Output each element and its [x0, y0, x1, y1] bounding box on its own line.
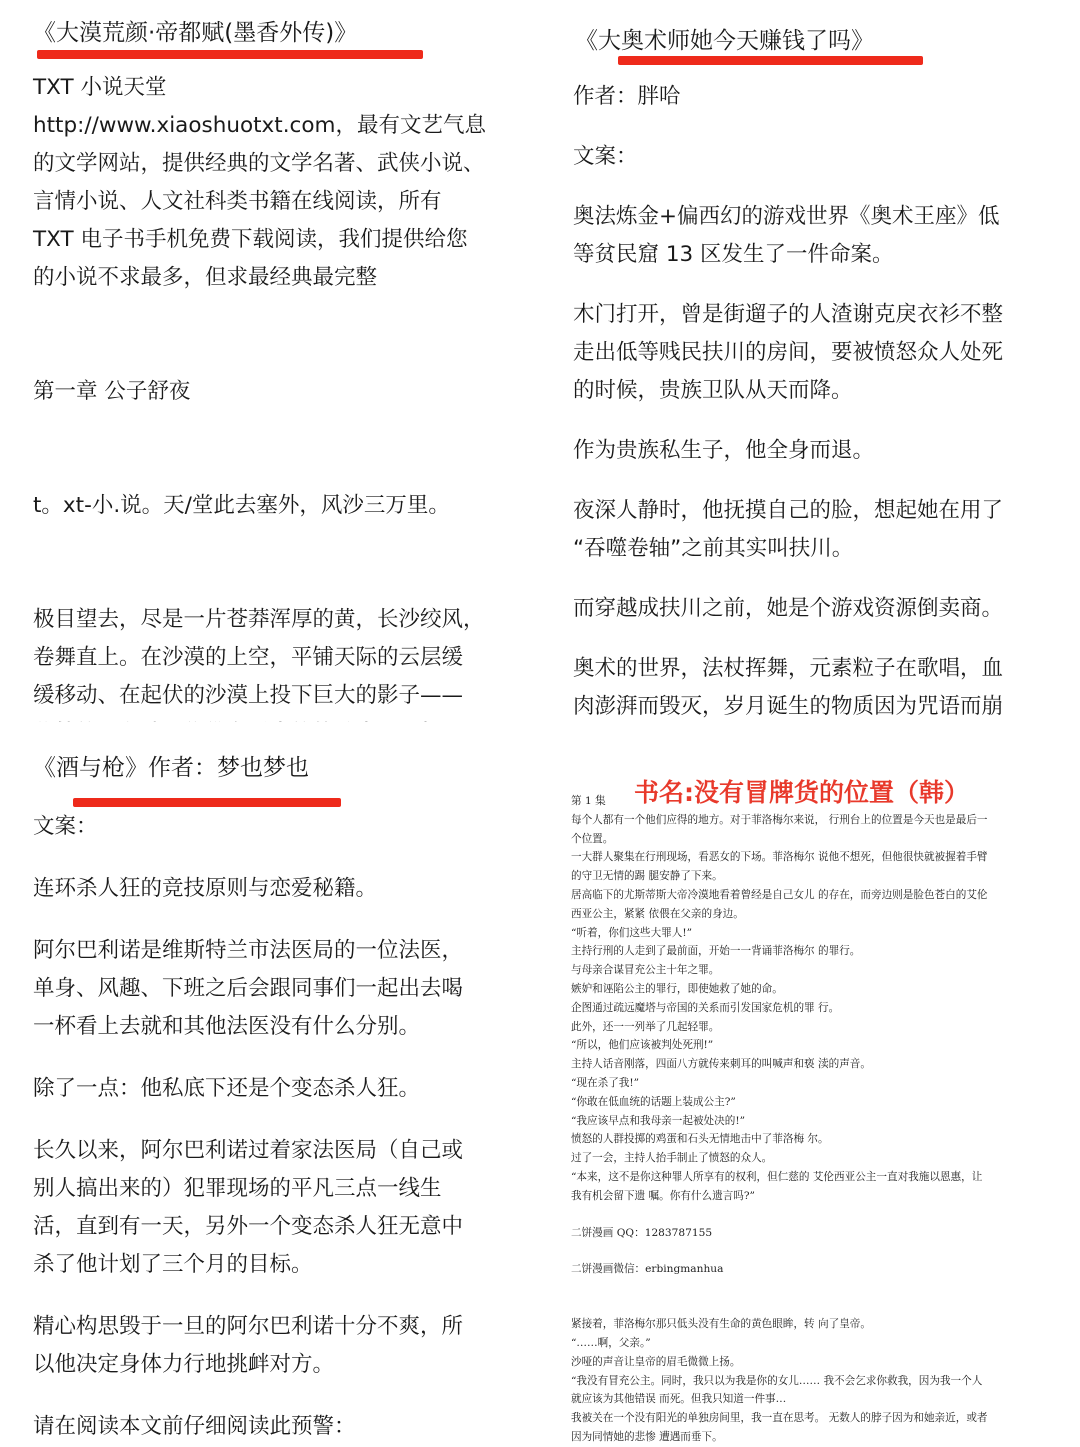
text-line: 我有机会留下遗 嘱。你有什么遗言吗?”: [571, 1189, 755, 1202]
text-line: [33, 449, 513, 487]
excerpt-body: [33, 808, 513, 1440]
text-line: “现在杀了我!”: [571, 1076, 640, 1089]
text-line: “本来，这不是你这种罪人所享有的权利，但仁慈的 艾伦西亚公主一直对我施以恩惠，让: [571, 1170, 983, 1183]
text-line: 奥术的世界，法杖挥舞，元素粒子在歌唱，血: [573, 656, 1004, 681]
paragraph: [573, 590, 1053, 628]
text-line: 缓移动、在起伏的沙漠上投下巨大的影子——: [33, 683, 464, 708]
text-line: 主持人话音刚落，四面八方就传来刺耳的叫喊声和亵 渎的声音。: [571, 1058, 871, 1071]
text-line: 极目望去，尽是一片苍莽浑厚的黄，长沙绞风，: [33, 607, 485, 632]
text-line: “你敢在低血统的话题上装成公主?”: [571, 1095, 736, 1108]
paragraph: [573, 78, 1053, 116]
text-line: 作者：胖哈: [573, 84, 681, 109]
text-line: [33, 563, 513, 601]
paragraph: [33, 870, 513, 908]
text-line: 阿尔巴利诺是维斯特兰市法医局的一位法医，: [33, 938, 464, 963]
text-line: 文案：: [33, 814, 98, 839]
paragraph: [33, 1070, 513, 1108]
text-line: 因为同情她的悲惨 遭遇而垂下。: [571, 1430, 723, 1443]
text-line: 过了一会，主持人抬手制止了愤怒的众人。: [571, 1152, 773, 1165]
text-line: 的文学网站，提供经典的文学名著、武侠小说、: [33, 151, 485, 176]
text-line: “我没有冒充公主。同时，我只以为我是你的女儿…… 我不会乞求你救我，因为我一个人: [571, 1374, 983, 1387]
spacer: [571, 1279, 1071, 1297]
text-line: 居高临下的尤斯蒂斯大帝冷漠地看着曾经是自己女儿 的存在，而旁边则是脸色苍白的艾伦: [571, 888, 988, 901]
text-line: 愤怒的人群投掷的鸡蛋和石头无情地击中了菲洛梅 尔。: [571, 1133, 829, 1146]
text-line: 木门打开，曾是街遛子的人渣谢克戾衣衫不整: [573, 302, 1004, 327]
text-line: TXT 电子书手机免费下载阅读，我们提供给您: [33, 227, 468, 252]
paragraph: [573, 432, 1053, 470]
excerpt-panel-aoshushi: [540, 0, 1080, 722]
text-line: 连环杀人狂的竞技原则与恋爱秘籍。: [33, 876, 378, 901]
spacer: [571, 1242, 1071, 1260]
text-line: [33, 297, 513, 335]
excerpt-body: [573, 78, 1053, 722]
text-line: 二饼漫画微信：erbingmanhua: [571, 1263, 724, 1276]
text-line: [33, 525, 513, 563]
text-line: “吞噬卷轴”之前其实叫扶川。: [573, 536, 854, 561]
text-line: 一杯看上去就和其他法医没有什么分别。: [33, 1014, 421, 1039]
text-line: 的时候，贵族卫队从天而降。: [573, 378, 853, 403]
text-line: 企图通过疏远魔塔与帝国的关系而引发国家危机的罪 行。: [571, 1001, 840, 1014]
text-line: 一大群人聚集在行刑现场，看恶女的下场。菲洛梅尔 说他不想死，但他很快就被握着手臂: [571, 851, 988, 864]
text-line: 西亚公主，紧紧 依偎在父亲的身边。: [571, 907, 744, 920]
text-line: 等贫民窟 13 区发生了一件命案。: [573, 242, 894, 267]
paragraph: [33, 1132, 513, 1284]
text-line: “……啊，父亲。”: [571, 1336, 651, 1349]
text-line: 主持行刑的人走到了最前面，开始一一背诵菲洛梅尔 的罪行。: [571, 945, 861, 958]
text-line: 紧接着，菲洛梅尔那只低头没有生命的黄色眼眸，转 向了皇帝。: [571, 1318, 871, 1331]
text-line: 作为贵族私生子，他全身而退。: [573, 438, 875, 463]
text-line: 以他决定身体力行地挑衅对方。: [33, 1352, 335, 1377]
text-line: t。xt-小.说。天/堂此去塞外，风沙三万里。: [33, 493, 450, 518]
text-line: 请在阅读本文前仔细阅读此预警：: [33, 1414, 356, 1439]
text-line: 沙哑的声音让皇帝的眉毛微微上扬。: [571, 1355, 741, 1368]
spacer: [571, 1297, 1071, 1315]
text-line: 肉澎湃而毁灭，岁月诞生的物质因为咒语而崩: [573, 694, 1004, 719]
title-underline: [37, 50, 423, 59]
text-line: 第一章 公子舒夜: [33, 379, 191, 404]
paragraph: [573, 296, 1053, 410]
text-line: 二饼漫画 QQ：1283787155: [571, 1226, 713, 1239]
paragraph: [573, 198, 1053, 274]
paragraph: [33, 1308, 513, 1384]
text-line: 与母亲合谋冒充公主十年之罪。: [571, 964, 720, 977]
paragraph: [33, 932, 513, 1046]
text-line: 单身、风趣、下班之后会跟同事们一起出去喝: [33, 976, 464, 1001]
text-line: [33, 411, 513, 449]
text-line: 除了一点：他私底下还是个变态杀人狂。: [33, 1076, 421, 1101]
spacer: [571, 1206, 1071, 1224]
text-line: 卷舞直上。在沙漠的上空，平铺天际的云层缓: [33, 645, 464, 670]
text-line: 文案：: [573, 144, 638, 169]
excerpt-panel-dahuang: [0, 0, 540, 722]
text-line: [33, 335, 513, 373]
text-line: 活，直到有一天，另外一个变态杀人狂无意中: [33, 1214, 464, 1239]
book-title-red: 书名:没有冒牌货的位置（韩）: [634, 778, 969, 807]
paragraph: [33, 1408, 513, 1440]
paragraph: [573, 650, 1053, 722]
text-line: 奥法炼金+偏西幻的游戏世界《奥术王座》低: [573, 204, 1000, 229]
text-line: 嫉妒和诬陷公主的罪行，即使她救了她的命。: [571, 982, 783, 995]
text-line: TXT 小说天堂: [33, 75, 167, 100]
text-line: 精心构思毁于一旦的阿尔巴利诺十分不爽，所: [33, 1314, 464, 1339]
text-line: 此外，还一一列举了几起轻罪。: [571, 1020, 720, 1033]
book-title-dahuang: 《大漠荒颜·帝都赋(墨香外传)》: [33, 20, 358, 46]
book-title-aoshushi: 《大奥术师她今天赚钱了吗》: [575, 28, 874, 54]
text-line: 言情小说、人文社科类书籍在线阅读，所有: [33, 189, 442, 214]
chapter-label: 第 1 集: [571, 795, 606, 807]
text-line: [33, 715, 513, 722]
text-line: 我被关在一个没有阳光的单独房间里，我一直在思考。 无数人的脖子因为和她亲近，或者: [571, 1412, 988, 1425]
text-line: 走出低等贱民扶川的房间，要被愤怒众人处死: [573, 340, 1004, 365]
text-line: 的守卫无情的踢 腿安静了下来。: [571, 870, 723, 883]
excerpt-body-small: [571, 792, 1071, 1447]
title-underline: [618, 56, 923, 65]
paragraph: [33, 808, 513, 846]
excerpt-body: [33, 69, 513, 722]
text-line: 每个人都有一个他们应得的地方。对于菲洛梅尔来说， 行刑台上的位置是今天也是最后一: [571, 813, 988, 826]
text-line: “听着，你们这些大罪人!”: [571, 926, 693, 939]
text-line: 长久以来，阿尔巴利诺过着家法医局（自己或: [33, 1138, 464, 1163]
text-line: “我应该早点和我母亲一起被处决的!”: [571, 1114, 745, 1127]
text-line: 夜深人静时，他抚摸自己的脸，想起她在用了: [573, 498, 1004, 523]
text-line: 杀了他计划了三个月的目标。: [33, 1252, 313, 1277]
book-title-jiuyuqiang: 《酒与枪》作者：梦也梦也: [33, 755, 309, 781]
text-line: “所以，他们应该被判处死刑!”: [571, 1039, 714, 1052]
paragraph: [573, 138, 1053, 176]
paragraph: [573, 492, 1053, 568]
text-line: 的小说不求最多，但求最经典最完整: [33, 265, 378, 290]
excerpt-panel-jiuyuqiang: [0, 722, 540, 1440]
text-line: 别人搞出来的）犯罪现场的平凡三点一线生: [33, 1176, 442, 1201]
text-line: http://www.xiaoshuotxt.com，最有文艺气息: [33, 113, 486, 138]
text-line: 而穿越成扶川之前，她是个游戏资源倒卖商。: [573, 596, 1004, 621]
title-underline: [73, 798, 341, 807]
text-line: 个位置。: [571, 832, 614, 845]
text-line: 就应该为其他错误 而死。但我只知道一件事…: [571, 1393, 787, 1406]
